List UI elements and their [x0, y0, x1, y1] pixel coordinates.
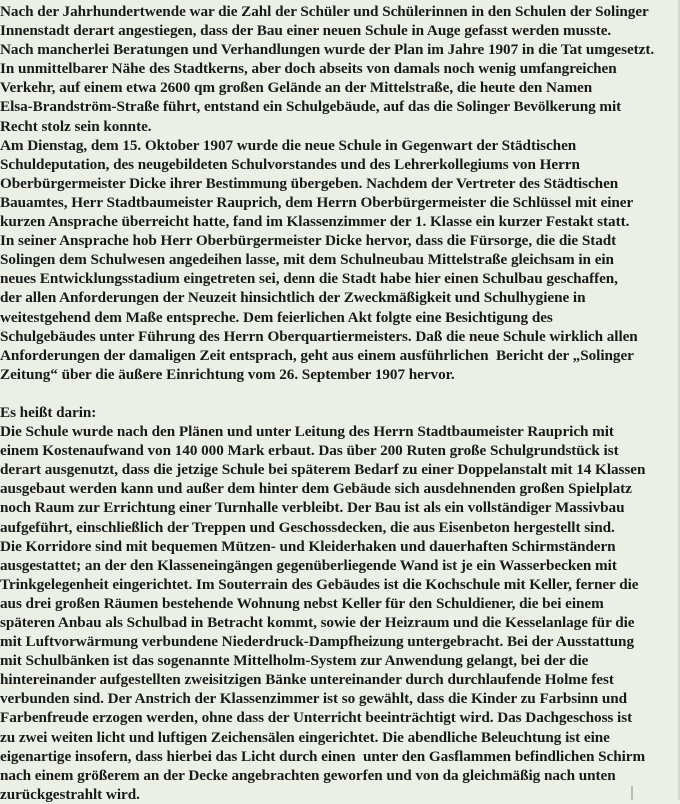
text-line: derart ausgenutzt, dass die jetzige Schule bei späterem Bedarf zu einer Doppelanstalt mit 14 Klassen [0, 461, 646, 479]
text-line: Farbenfreude erzogen werden, ohne dass der Unterricht beeinträchtigt wird. Das Dachgeschoss ist [0, 709, 633, 727]
text-line: ausgebaut werden kann und außer dem hinter dem Gebäude sich ausdehnenden großen Spielplatz [0, 480, 632, 498]
text-line: aufgeführt, einschließlich der Treppen und Geschossdecken, die aus Eisenbeton hergestellt sind. [0, 518, 615, 536]
text-line: Solingen dem Schulwesen angedeihen lasse, mit dem Schulneubau Mittelstraße gleichsam in ein [0, 251, 614, 269]
text-line: In seiner Ansprache hob Herr Oberbürgermeister Dicke hervor, dass die Fürsorge, die die Stadt [0, 232, 617, 250]
paragraph-gap [0, 384, 672, 403]
text-line: eigenartige insofern, dass hierbei das Licht durch einen unter den Gasflammen befindlichen Schirm [0, 747, 646, 765]
text-line: Am Dienstag, dem 15. Oktober 1907 wurde die neue Schule in Gegenwart der Städtischen [0, 136, 577, 154]
text-line: Trinkgelegenheit eingerichtet. Im Souterrain des Gebäudes ist die Kochschule mit Keller, ferner die [0, 575, 639, 593]
text-line: Nach mancherlei Beratungen und Verhandlungen wurde der Plan im Jahre 1907 in die Tat umgesetzt. [0, 41, 655, 59]
text-line: hintereinander aufgestellten zweisitzigen Bänke untereinander durch durchlaufende Holme fest [0, 671, 614, 689]
text-line: Oberbürgermeister Dicke ihrer Bestimmung übergeben. Nachdem der Vertreter des Städtischen [0, 174, 619, 192]
text-line: einem Kostenaufwand von 140 000 Mark erbaut. Das über 200 Ruten große Schulgrundstück ist [0, 442, 619, 460]
text-line: weitestgehend dem Maße entspreche. Dem feierlichen Akt folgte eine Besichtigung des [0, 308, 553, 326]
text-line: späteren Anbau als Schulbad in Betracht kommt, sowie der Heizraum und die Kesselanlage für die [0, 614, 635, 631]
paragraph-2 [0, 403, 672, 804]
text-line: Zeitung“ über die äußere Einrichtung vom 26. September 1907 hervor. [0, 365, 455, 383]
text-line: ausgestattet; an der den Klasseneingängen gegenüberliegende Wand ist je ein Wasserbecken mit [0, 556, 617, 574]
text-line: Recht stolz sein konnte. [0, 117, 152, 135]
text-line: Innenstadt derart angestiegen, dass der Bau einer neuen Schule in Auge gefasst werden musste. [0, 22, 612, 40]
text-line: Die Korridore sind mit bequemen Mützen- und Kleiderhaken und dauerhaften Schirmständern [0, 537, 616, 555]
text-line: noch Raum zur Errichtung einer Turnhalle verbleibt. Der Bau ist als ein vollständiger Massivbau [0, 499, 625, 517]
text-line: Es heißt darin: [0, 403, 97, 421]
text-line: mit Luftvorwärmung verbundene Niederdruck-Dampfheizung untergebracht. Bei der Ausstattung [0, 633, 634, 651]
text-line: zu zwei weiten licht und luftigen Zeichensälen eingerichtet. Die abendliche Beleuchtung ist eine [0, 728, 610, 746]
text-line: neues Entwicklungsstadium eingetreten sei, denn die Stadt habe hier einen Schulbau geschaffen, [0, 270, 618, 288]
text-line: Bauamtes, Herr Stadtbaumeister Rauprich, dem Herrn Oberbürgermeister die Schlüssel mit einer [0, 193, 634, 211]
text-line: nach einem größerem an der Decke angebrachten geworfen und von da gleichmäßig nach unten [0, 766, 616, 784]
text-line: Verkehr, auf einem etwa 2600 qm großen Gelände an der Mittelstraße, die heute den Namen [0, 79, 593, 97]
text-line: kurzen Ansprache überreicht hatte, fand im Klassenzimmer der 1. Klasse ein kurzer Festakt statt. [0, 213, 630, 231]
text-line: aus drei großen Räumen bestehende Wohnung nebst Keller für den Schuldiener, die bei einem [0, 594, 604, 612]
text-line: Schuldeputation, des neugebildeten Schulvorstandes und des Lehrerkollegiums von Herrn [0, 155, 580, 173]
text-line: der allen Anforderungen der Neuzeit hinsichtlich der Zweckmäßigkeit und Schulhygiene in [0, 289, 586, 307]
paragraph-1 [0, 2, 672, 384]
text-line: mit Schulbänken ist das sogenannte Mittelholm-System zur Anwendung gelangt, bei der die [0, 652, 589, 670]
text-line: Elsa-Brandström-Straße führt, entstand ein Schulgebäude, auf das die Solinger Bevölkerung mit [0, 98, 622, 116]
text-line: verbunden sind. Der Anstrich der Klassenzimmer ist so gewählt, dass die Kinder zu Farbsinn und [0, 690, 628, 708]
text-line: Anforderungen der damaligen Zeit entsprach, geht aus einem ausführlichen Bericht der „Solinger [0, 346, 634, 364]
text-line: Schulgebäudes unter Führung des Herrn Oberquartiermeisters. Daß die neue Schule wirklich allen [0, 327, 638, 345]
text-line: Die Schule wurde nach den Plänen und unter Leitung des Herrn Stadtbaumeister Rauprich mit [0, 423, 614, 441]
text-line: zurückgestrahlt wird. [0, 785, 140, 803]
text-line: Nach der Jahrhundertwende war die Zahl der Schüler und Schülerinnen in den Schulen der Solinger [0, 3, 649, 20]
text-line: In unmittelbarer Nähe des Stadtkerns, aber doch abseits von damals noch wenig umfangreichen [0, 60, 617, 78]
scan-artifact [631, 786, 633, 800]
